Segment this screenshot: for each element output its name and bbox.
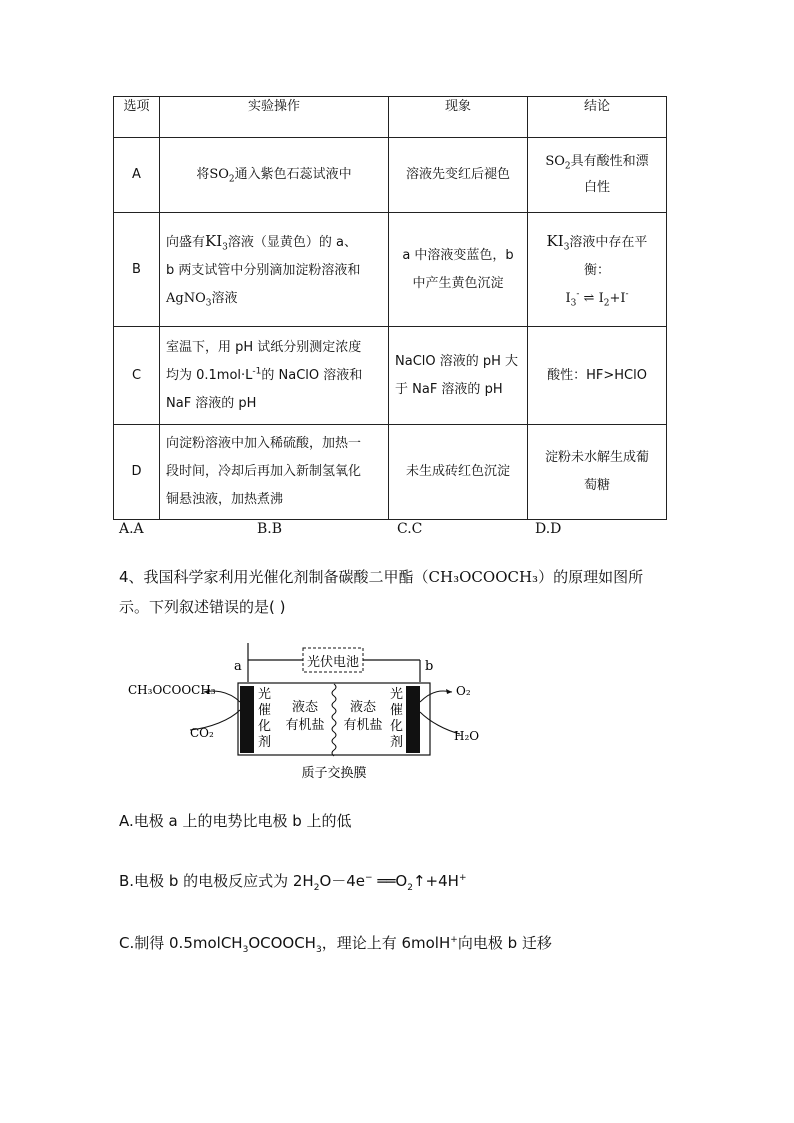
answer-option-d[interactable]: D.D xyxy=(535,521,562,537)
table-row xyxy=(114,138,667,213)
svg-text:催: 催 xyxy=(390,703,404,718)
header-option: 选项 xyxy=(114,97,160,138)
svg-text:化: 化 xyxy=(390,719,404,734)
svg-text:有机盐: 有机盐 xyxy=(285,718,325,733)
table-row xyxy=(114,213,667,327)
svg-text:化: 化 xyxy=(258,719,272,734)
photovoltaic-cell-label: 光伏电池 xyxy=(306,655,360,670)
header-conclusion: 结论 xyxy=(528,97,667,138)
left-catalyst-label xyxy=(258,686,271,750)
header-phenomenon: 现象 xyxy=(389,97,528,138)
right-electrolyte-label xyxy=(343,699,382,733)
row-conclusion: 淀粉未水解生成葡 萄糖 xyxy=(528,425,667,520)
equilibrium-equation: $I_3^-$ ⇌ $I_2+I^-$ xyxy=(565,289,629,309)
question-4-stem: 4、我国科学家利用光催化剂制备碳酸二甲酯（CH₃OCOOCH₃）的原理如图所 示。下列叙述错误的是( ) xyxy=(119,568,644,616)
choice-b[interactable]: B.电极 b 的电极反应式为 $2H_2O-4e^-$ $══O_2↑+4H^+$ xyxy=(119,872,467,893)
svg-text:剂: 剂 xyxy=(258,735,272,750)
right-product-label: O₂ xyxy=(456,684,471,698)
svg-text:光: 光 xyxy=(390,687,404,702)
svg-text:剂: 剂 xyxy=(390,735,404,750)
row-phenomenon: a 中溶液变蓝色，b 中产生黄色沉淀 xyxy=(389,213,528,327)
row-conclusion: 酸性：HF>HClO xyxy=(528,327,667,425)
table-row xyxy=(114,327,667,425)
membrane-label: 质子交换膜 xyxy=(301,766,367,781)
row-phenomenon: 溶液先变红后褪色 xyxy=(389,138,528,213)
choice-a[interactable]: A.电极 a 上的电势比电极 b 上的低 xyxy=(119,812,352,830)
table-row xyxy=(114,425,667,520)
left-product-label: CH₃OCOOCH₃ xyxy=(128,683,216,697)
row-conclusion: $SO_2$具有酸性和漂 白性 xyxy=(528,138,667,213)
experiment-table xyxy=(113,96,667,520)
choice-c[interactable]: C.制得 $0.5molCH_3OCOOCH_3$，理论上有 6molH+向电极 b 迁移 xyxy=(119,934,552,955)
row-phenomenon: 未生成砖红色沉淀 xyxy=(389,425,528,520)
row-option: D xyxy=(114,425,160,520)
right-catalyst-label xyxy=(390,686,403,750)
svg-text:液态: 液态 xyxy=(349,700,377,715)
electrode-a-label: a xyxy=(234,659,242,674)
row-option: B xyxy=(114,213,160,327)
answer-option-c[interactable]: C.C xyxy=(397,521,423,537)
left-reactant-label: CO₂ xyxy=(190,726,214,740)
electrolysis-diagram xyxy=(120,640,520,785)
answer-option-a[interactable]: A.A xyxy=(119,521,144,537)
row-operation: 向淀粉溶液中加入稀硫酸，加热一 段时间，冷却后再加入新制氢氧化 铜悬浊液，加热煮沸 xyxy=(160,425,389,520)
answer-option-b[interactable]: B.B xyxy=(257,521,283,537)
row-phenomenon: NaClO 溶液的 pH 大 于 NaF 溶液的 pH xyxy=(389,327,528,425)
svg-text:液态: 液态 xyxy=(291,700,319,715)
row-conclusion: $KI_3$溶液中存在平 衡： $I_3^-$ ⇌ $I_2+I^-$ xyxy=(528,213,667,327)
svg-text:有机盐: 有机盐 xyxy=(343,718,383,733)
row-option: C xyxy=(114,327,160,425)
svg-text:催: 催 xyxy=(258,703,272,718)
table-header-row xyxy=(114,97,667,138)
svg-text:光: 光 xyxy=(258,687,272,702)
header-operation: 实验操作 xyxy=(160,97,389,138)
row-option: A xyxy=(114,138,160,213)
electrode-b-label: b xyxy=(425,659,434,674)
row-operation: 室温下，用 pH 试纸分别测定浓度 均为 $0.1mol\cdot L^{-1}$的 NaClO 溶液和 NaF 溶液的 pH xyxy=(160,327,389,425)
row-operation: 向盛有$KI_3$溶液（显黄色）的 a、 b 两支试管中分别滴加淀粉溶液和 AgNO$_3$溶液 xyxy=(160,213,389,327)
left-electrolyte-label xyxy=(285,699,324,733)
row-operation: 将$SO_2$通入紫色石蕊试液中 xyxy=(160,138,389,213)
right-reactant-label: H₂O xyxy=(454,729,480,743)
proton-exchange-membrane xyxy=(332,684,336,756)
